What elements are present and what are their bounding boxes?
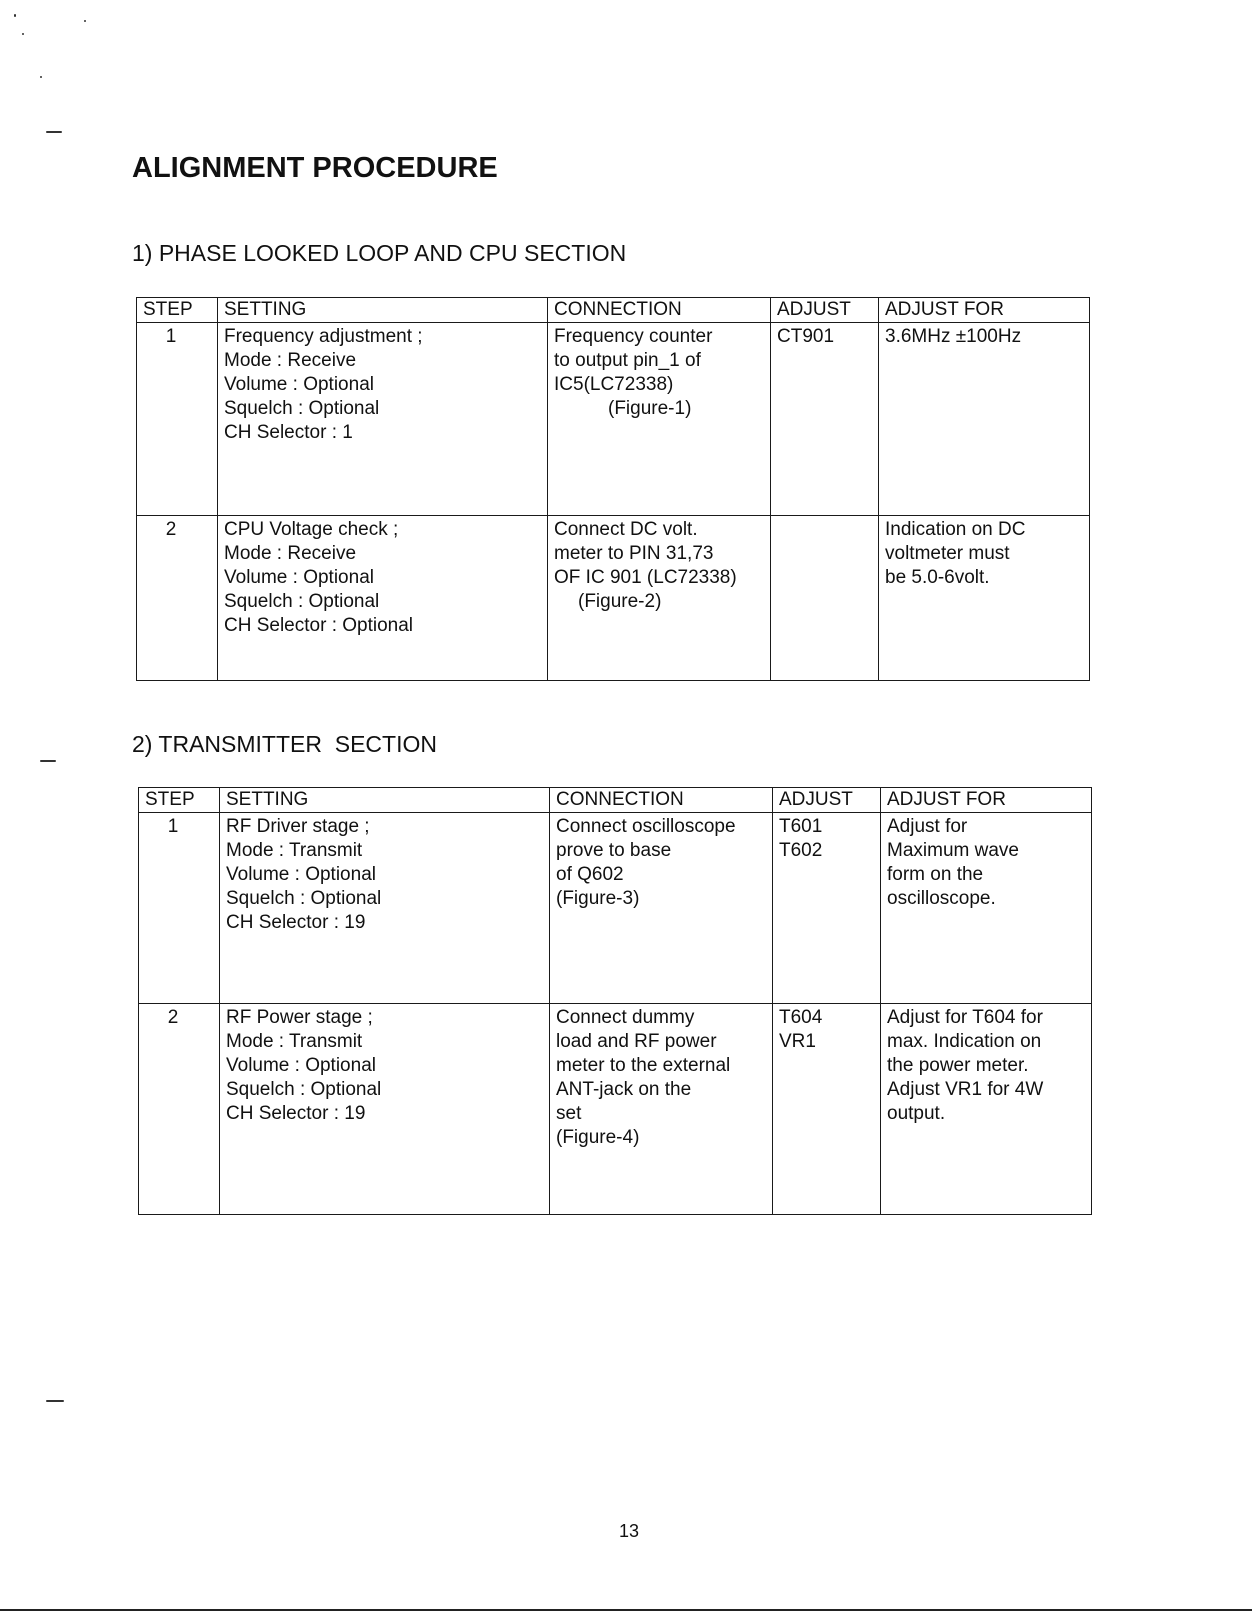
setting-line: RF Driver stage ; <box>226 816 370 837</box>
table-row <box>137 516 1090 681</box>
header-step: STEP <box>139 788 220 813</box>
header-adjust-for: ADJUST FOR <box>881 788 1092 813</box>
scan-speck <box>46 1400 64 1402</box>
setting-cell <box>218 323 548 516</box>
adjust-for-line: Adjust VR1 for 4W <box>887 1079 1044 1100</box>
setting-line: CH Selector : 1 <box>224 422 353 443</box>
adjust-for-line: voltmeter must <box>885 543 1010 564</box>
adjust-cell <box>771 323 879 516</box>
header-setting: SETTING <box>220 788 550 813</box>
connection-cell <box>550 1004 773 1215</box>
scan-speck <box>84 20 86 22</box>
adjust-for-line: oscilloscope. <box>887 888 996 909</box>
setting-line: Mode : Receive <box>224 350 357 371</box>
adjust-line: CT901 <box>777 326 835 347</box>
adjust-for-line: Maximum wave <box>887 840 1019 861</box>
setting-line: CH Selector : Optional <box>224 615 414 636</box>
adjust-for-cell <box>881 1004 1092 1215</box>
adjust-for-line: 3.6MHz ±100Hz <box>885 326 1022 347</box>
setting-line: Volume : Optional <box>226 1055 376 1076</box>
adjust-for-line: max. Indication on <box>887 1031 1042 1052</box>
adjust-for-line: form on the <box>887 864 984 885</box>
adjust-cell <box>773 813 881 1004</box>
scan-speck <box>40 76 42 78</box>
adjust-for-line: Adjust for T604 for <box>887 1007 1043 1028</box>
header-adjust-for: ADJUST FOR <box>879 298 1090 323</box>
pll-cpu-alignment-table <box>136 297 1090 681</box>
connection-line: of Q602 <box>556 864 624 885</box>
connection-line: to output pin_1 of <box>554 350 701 371</box>
setting-line: Volume : Optional <box>224 374 374 395</box>
adjust-for-line: Indication on DC <box>885 519 1026 540</box>
setting-cell <box>220 1004 550 1215</box>
adjust-line: VR1 <box>779 1031 816 1052</box>
header-adjust: ADJUST <box>773 788 881 813</box>
step-number: 2 <box>139 1004 220 1215</box>
setting-line: CH Selector : 19 <box>226 1103 366 1124</box>
setting-line: Mode : Receive <box>224 543 357 564</box>
setting-line: Volume : Optional <box>224 567 374 588</box>
page-bottom-edge <box>0 1609 1252 1611</box>
section-heading-transmitter: 2) TRANSMITTER SECTION <box>132 731 437 757</box>
connection-line: Frequency counter <box>554 326 713 347</box>
figure-reference: (Figure-2) <box>578 591 662 612</box>
adjust-for-cell <box>879 323 1090 516</box>
connection-cell <box>548 516 771 681</box>
header-step: STEP <box>137 298 218 323</box>
header-adjust: ADJUST <box>771 298 879 323</box>
setting-line: Frequency adjustment ; <box>224 326 423 347</box>
setting-line: Squelch : Optional <box>224 591 380 612</box>
setting-line: Mode : Transmit <box>226 1031 363 1052</box>
adjust-for-line: Adjust for <box>887 816 968 837</box>
adjust-for-line: the power meter. <box>887 1055 1029 1076</box>
setting-line: Volume : Optional <box>226 864 376 885</box>
table-header-row <box>139 788 1092 813</box>
step-number: 2 <box>137 516 218 681</box>
setting-cell <box>218 516 548 681</box>
connection-line: meter to PIN 31,73 <box>554 543 714 564</box>
table-header-row <box>137 298 1090 323</box>
table-row <box>139 813 1092 1004</box>
figure-reference: (Figure-1) <box>608 398 692 419</box>
header-setting: SETTING <box>218 298 548 323</box>
setting-line: Squelch : Optional <box>224 398 380 419</box>
figure-reference: (Figure-4) <box>556 1127 640 1148</box>
adjust-line: T604 <box>779 1007 823 1028</box>
scan-speck <box>14 14 16 17</box>
scan-speck <box>22 33 24 35</box>
step-number: 1 <box>139 813 220 1004</box>
adjust-line: T602 <box>779 840 823 861</box>
connection-cell <box>548 323 771 516</box>
section-heading-pll-cpu: 1) PHASE LOOKED LOOP AND CPU SECTION <box>132 240 627 266</box>
page-title: ALIGNMENT PROCEDURE <box>132 152 498 184</box>
connection-line: IC5(LC72338) <box>554 374 674 395</box>
table-row <box>139 1004 1092 1215</box>
scan-speck <box>46 131 62 133</box>
connection-line: Connect dummy <box>556 1007 695 1028</box>
connection-cell <box>550 813 773 1004</box>
connection-line: OF IC 901 (LC72338) <box>554 567 737 588</box>
setting-cell <box>220 813 550 1004</box>
page-number: 13 <box>619 1521 640 1541</box>
setting-line: Squelch : Optional <box>226 1079 382 1100</box>
connection-line: set <box>556 1103 582 1124</box>
adjust-for-cell <box>879 516 1090 681</box>
setting-line: Squelch : Optional <box>226 888 382 909</box>
figure-reference: (Figure-3) <box>556 888 640 909</box>
adjust-line: T601 <box>779 816 823 837</box>
adjust-cell <box>771 516 879 681</box>
step-number: 1 <box>137 323 218 516</box>
adjust-for-line: be 5.0-6volt. <box>885 567 990 588</box>
scan-speck <box>40 760 56 762</box>
connection-line: ANT-jack on the <box>556 1079 692 1100</box>
connection-line: load and RF power <box>556 1031 717 1052</box>
setting-line: Mode : Transmit <box>226 840 363 861</box>
transmitter-alignment-table <box>138 787 1092 1215</box>
setting-line: CPU Voltage check ; <box>224 519 399 540</box>
adjust-for-cell <box>881 813 1092 1004</box>
connection-line: Connect DC volt. <box>554 519 698 540</box>
adjust-for-line: output. <box>887 1103 946 1124</box>
header-connection: CONNECTION <box>550 788 773 813</box>
setting-line: CH Selector : 19 <box>226 912 366 933</box>
setting-line: RF Power stage ; <box>226 1007 373 1028</box>
connection-line: prove to base <box>556 840 672 861</box>
connection-line: Connect oscilloscope <box>556 816 736 837</box>
header-connection: CONNECTION <box>548 298 771 323</box>
connection-line: meter to the external <box>556 1055 731 1076</box>
adjust-cell <box>773 1004 881 1215</box>
table-row <box>137 323 1090 516</box>
